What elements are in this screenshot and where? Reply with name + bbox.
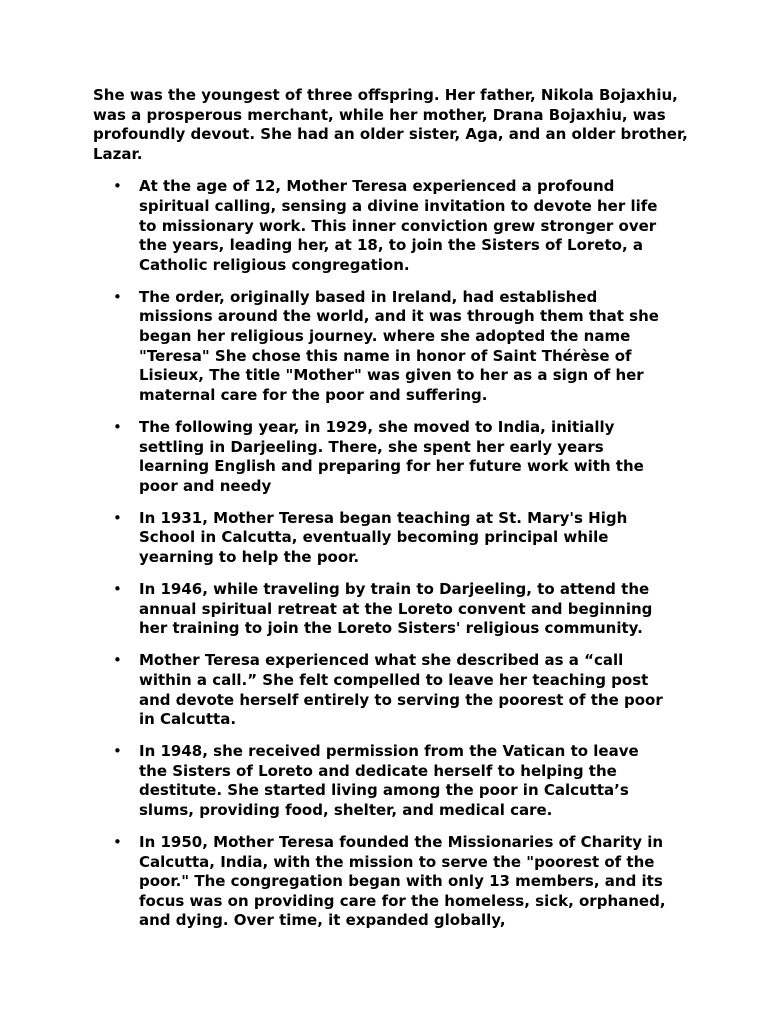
list-item <box>93 177 693 275</box>
list-item <box>93 288 693 406</box>
bullet-icon: • <box>113 177 122 196</box>
list-item-text: In 1948, she received permission from the Vatican to leave the Sisters of Loreto and dedicate herself to helping the destitute. She started living among the poor in Calcutta’s slums, providing food, shelter, and medical care. <box>139 742 639 819</box>
bullet-icon: • <box>113 508 122 527</box>
list-item-text: In 1946, while traveling by train to Darjeeling, to attend the annual spiritual retreat at the Loreto convent and beginning her training to join the Loreto Sisters' religious community. <box>139 580 653 638</box>
list-item <box>93 742 693 820</box>
list-item-text: The order, originally based in Ireland, had established missions around the world, and it was through them that she began her religious journey. where she adopted the name "Teresa" She chose this name in honor of Saint Thérèse of Lisieux, The title "Mother" was given to her as a sign of her maternal care for the poor and suffering. <box>139 287 659 404</box>
bullet-icon: • <box>113 742 122 761</box>
bullet-icon: • <box>113 580 122 599</box>
list-item-text: At the age of 12, Mother Teresa experienced a profound spiritual calling, sensing a divine invitation to devote her life to missionary work. This inner conviction grew stronger over the years, leading her, at 18, to join the Sisters of Loreto, a Catholic religious congregation. <box>139 177 658 274</box>
list-item <box>93 651 693 729</box>
list-item <box>93 509 693 568</box>
bullet-icon: • <box>113 833 122 852</box>
intro-paragraph: She was the youngest of three offspring. Her father, Nikola Bojaxhiu, was a prosperous merchant, while her mother, Drana Bojaxhiu, was profoundly devout. She had an older sister, Aga, and an older brother, Lazar. <box>93 86 688 163</box>
document-page <box>93 86 693 944</box>
list-item <box>93 580 693 639</box>
list-item <box>93 418 693 496</box>
bullet-list <box>93 177 693 931</box>
list-item-text: In 1931, Mother Teresa began teaching at St. Mary's High School in Calcutta, eventually becoming principal while yearning to help the poor. <box>139 508 628 566</box>
bullet-icon: • <box>113 417 122 436</box>
list-item-text: In 1950, Mother Teresa founded the Missionaries of Charity in Calcutta, India, with the mission to serve the "poorest of the poor." The congregation began with only 13 members, and its focus was on providing care for the homeless, sick, orphaned, and dying. Over time, it expanded globally, <box>139 833 666 930</box>
bullet-icon: • <box>113 287 122 306</box>
list-item-text: The following year, in 1929, she moved to India, initially settling in Darjeeling. There, she spent her early years learning English and preparing for her future work with the poor and needy <box>139 417 644 495</box>
list-item-text: Mother Teresa experienced what she described as a “call within a call.” She felt compelled to leave her teaching post and devote herself entirely to serving the poorest of the poor in Calcutta. <box>139 651 663 729</box>
bullet-icon: • <box>113 651 122 670</box>
list-item <box>93 833 693 931</box>
